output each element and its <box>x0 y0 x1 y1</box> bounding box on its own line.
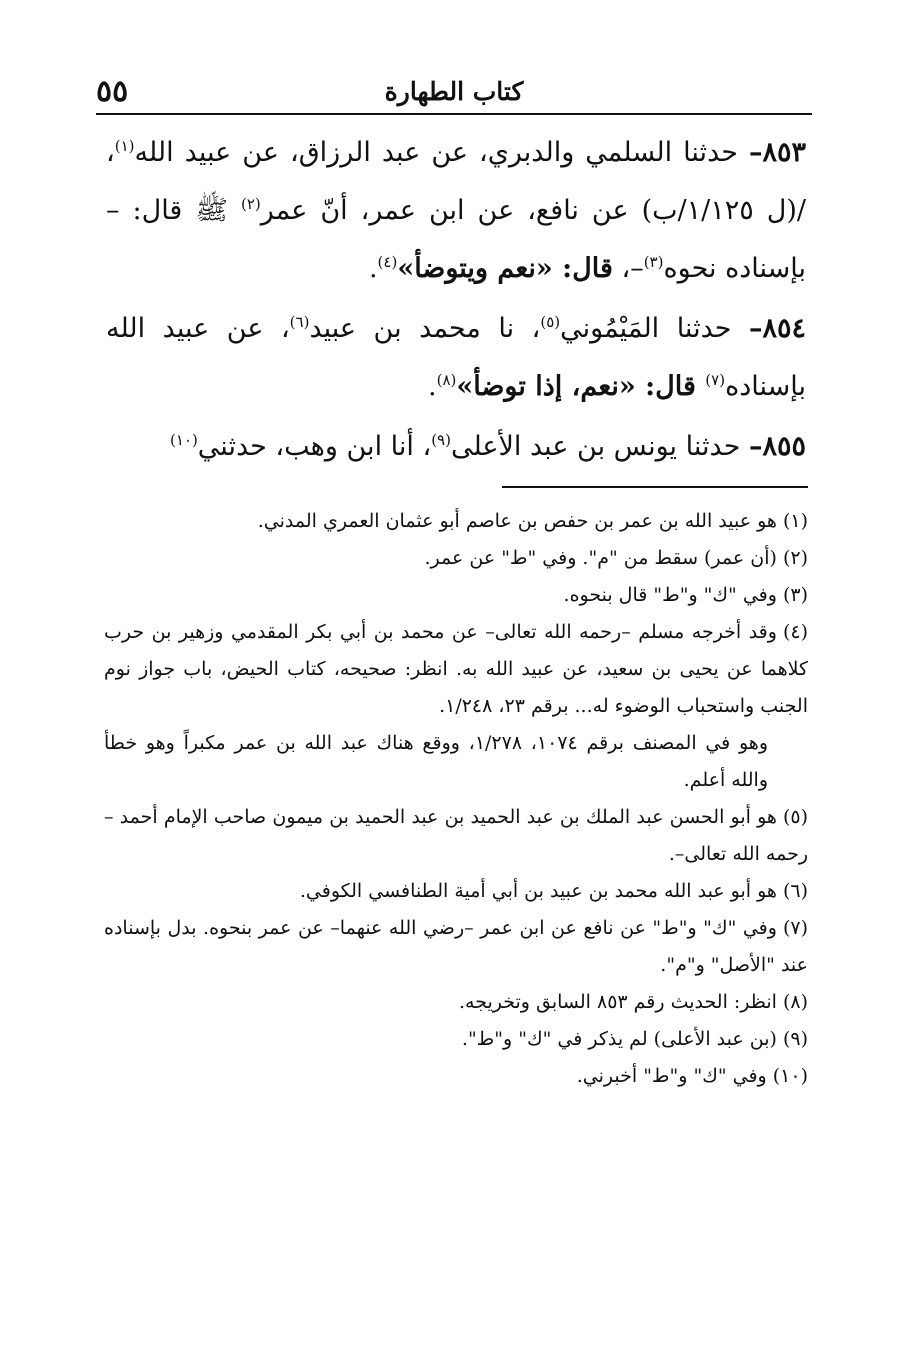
hadith-text: . <box>427 371 437 402</box>
footnote-2 <box>104 540 808 577</box>
footnote-8 <box>104 984 808 1021</box>
footnote-3 <box>104 577 808 614</box>
footnote-label: (٧) <box>782 917 808 939</box>
footnote-ref: (٨) <box>436 371 457 389</box>
hadith-quote: قال: «نعم ويتوضأ» <box>397 253 613 284</box>
hadith-number: ٨٥٣– <box>748 137 806 168</box>
footnote-text: وفي "ك" و"ط" أخبرني. <box>576 1065 767 1087</box>
footnote-ref: (١٠) <box>169 431 198 449</box>
footnote-label: (١) <box>782 510 808 532</box>
footnote-10 <box>104 1058 808 1095</box>
hadith-text: ، عن عبيد الله بإسناده <box>106 313 806 402</box>
footnote-text: وفي "ك" و"ط" عن نافع عن ابن عمر –رضي الله عنهما– عن عمر بنحوه. بدل بإسناده عند "الأصل" و"م". <box>104 917 808 976</box>
chapter-title: كتاب الطهارة <box>384 77 524 106</box>
hadith-text: ، /(ل ١/١٢٥/ب) عن نافع، عن ابن عمر، أنّ عمر <box>106 137 806 226</box>
footnote-text: هو أبو الحسن عبد الملك بن عبد الحميد بن عبد الحميد بن ميمون صاحب الإمام أحمد –رحمه الله تعالى–. <box>104 806 808 865</box>
hadith-text: حدثنا المَيْمُوني <box>560 313 749 344</box>
footnote-1 <box>104 503 808 540</box>
hadith-text: ، نا محمد بن عبيد <box>309 313 541 344</box>
footnote-label: (١٠) <box>772 1065 808 1087</box>
footnote-label: (٢) <box>782 547 808 569</box>
footnote-text: انظر: الحديث رقم ٨٥٣ السابق وتخريجه. <box>458 991 777 1013</box>
footnote-label: (٥) <box>782 806 808 828</box>
footnote-label: (٣) <box>782 584 808 606</box>
footnote-text: وفي "ك" و"ط" قال بنحوه. <box>563 584 777 606</box>
page-number: ٥٥ <box>96 74 129 109</box>
footnote-label: (٨) <box>782 991 808 1013</box>
main-text <box>106 124 806 478</box>
footnote-text: هو أبو عبد الله محمد بن عبيد بن أبي أمية الطنافسي الكوفي. <box>299 880 777 902</box>
footnote-ref: (٢) <box>240 195 261 213</box>
hadith-855 <box>106 418 806 476</box>
hadith-number: ٨٥٤– <box>748 313 806 344</box>
footnote-6 <box>104 873 808 910</box>
hadith-854 <box>106 300 806 416</box>
footnote-9 <box>104 1021 808 1058</box>
hadith-text: ، أنا ابن وهب، حدثني <box>197 431 432 462</box>
footnote-5 <box>104 799 808 873</box>
hadith-853 <box>106 124 806 298</box>
footnote-4-continued <box>104 725 808 799</box>
footnote-ref: (٦) <box>289 313 310 331</box>
hadith-quote: قال: «نعم، إذا توضأ» <box>456 371 706 402</box>
hadith-number: ٨٥٥– <box>748 431 806 462</box>
footnote-label: (٩) <box>782 1028 808 1050</box>
footnote-text: وهو في المصنف برقم ١٠٧٤، ١/٢٧٨، ووقع هناك عبد الله بن عمر مكبراً وهو خطأ والله أعلم. <box>104 732 768 791</box>
footnote-text: وقد أخرجه مسلم –رحمه الله تعالى– عن محمد بن أبي بكر المقدمي وزهير بن حرب كلاهما عن يحيى بن سعيد، عن عبيد الله به. انظر: صحيحه، كتاب الحيض، باب جواز نوم الجنب واستحباب الوضوء له... برقم ٢٣، ١/٢٤٨. <box>104 621 808 717</box>
hadith-text: حدثنا يونس بن عبد الأعلى <box>450 431 749 462</box>
footnote-ref: (٧) <box>705 371 726 389</box>
hadith-text: . <box>368 253 378 284</box>
footnote-label: (٤) <box>782 621 808 643</box>
footnote-ref: (٣) <box>643 253 664 271</box>
hadith-text: –، <box>612 253 644 284</box>
footnote-text: (بن عبد الأعلى) لم يذكر في "ك" و"ط". <box>461 1028 777 1050</box>
footnote-4 <box>104 614 808 725</box>
footnote-7 <box>104 910 808 984</box>
footnote-text: هو عبيد الله بن عمر بن حفص بن عاصم أبو عثمان العمري المدني. <box>257 510 777 532</box>
footnote-ref: (٥) <box>540 313 561 331</box>
footnote-ref: (١) <box>114 137 135 155</box>
running-header <box>96 72 812 112</box>
footnotes <box>104 503 808 1095</box>
footnote-divider <box>502 486 808 488</box>
header-divider <box>96 113 812 115</box>
hadith-text: حدثنا السلمي والدبري، عن عبد الرزاق، عن عبيد الله <box>134 137 749 168</box>
hadith-text: ﷺ قال: –بإسناده نحوه <box>106 195 806 284</box>
footnote-ref: (٩) <box>431 431 451 449</box>
footnote-ref: (٤) <box>377 253 398 271</box>
footnote-text: (أن عمر) سقط من "م". وفي "ط" عن عمر. <box>424 547 777 569</box>
footnote-label: (٦) <box>782 880 808 902</box>
